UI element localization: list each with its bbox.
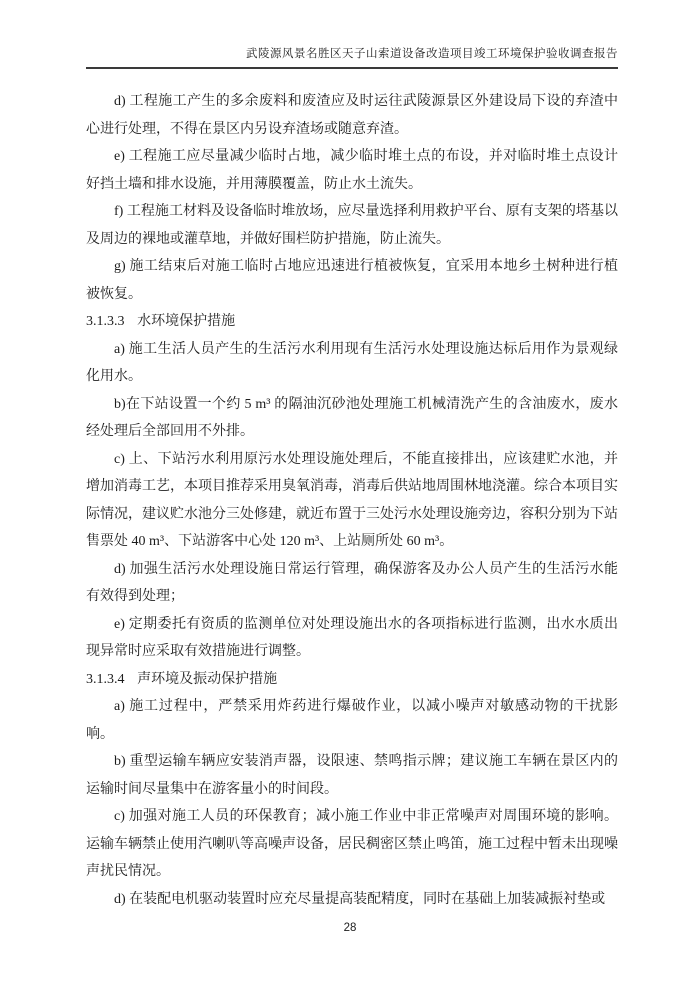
paragraph-d-motor-assembly: d) 在装配电机驱动装置时应充尽量提高装配精度，同时在基础上加装减振衬垫或 (114, 891, 606, 907)
section-number: 3.1.3.4 (86, 671, 125, 687)
page-number: 28 (343, 922, 357, 934)
paragraph-a-sewage: a) 施工生活人员产生的生活污水利用现有生活污水处理设施达标后用作为景观绿化用水。 (86, 341, 618, 384)
section-title: 水环境保护措施 (137, 314, 236, 329)
paragraph-g-vegetation: g) 施工结束后对施工临时占地应迅速进行植被恢复，宜采用本地乡土树种进行植被恢复。 (86, 259, 618, 302)
paragraph-a-blasting: a) 施工过程中，严禁采用炸药进行爆破作业，以减小噪声对敏感动物的干扰影响。 (86, 699, 618, 742)
document-body (86, 88, 618, 913)
paragraph-d-operation: d) 加强生活污水处理设施日常运行管理，确保游客及办公人员产生的生活污水能有效得到处理； (86, 561, 618, 604)
paragraph-b-vehicles: b) 重型运输车辆应安装消声器，设限速、禁鸣指示牌；建议施工车辆在景区内的运输时间尽量集中在游客量小的时间段。 (86, 754, 618, 797)
section-title: 声环境及振动保护措施 (137, 671, 278, 687)
section-number: 3.1.3.3 (86, 314, 125, 329)
running-header: 武陵源风景名胜区天子山索道设备改造项目竣工环境保护验收调查报告 (86, 48, 618, 69)
paragraph-b-oil-separator: b)在下站设置一个约 5 m³ 的隔油沉砂池处理施工机械清洗产生的含油废水，废水经处理后全部回用不外排。 (86, 396, 618, 439)
section-heading-noise-env (86, 666, 618, 694)
paragraph-c-education: c) 加强对施工人员的环保教育；减小施工作业中非正常噪声对周围环境的影响。运输车辆禁止使用汽喇叭等高噪声设备，居民稠密区禁止鸣笛，施工过程中暂未出现噪声扰民情况。 (86, 809, 618, 879)
paragraph-e-temp-land: e) 工程施工应尽量减少临时占地，减少临时堆土点的布设，并对临时堆土点设计好挡土墙和排水设施，并用薄膜覆盖，防止水土流失。 (86, 149, 618, 192)
section-heading-water-env (86, 308, 618, 336)
page-footer (0, 918, 700, 936)
paragraph-d-waste: d) 工程施工产生的多余废料和废渣应及时运往武陵源景区外建设局下设的弃渣中心进行处理，不得在景区内另设弃渣场或随意弃渣。 (86, 94, 618, 137)
paragraph-e-monitoring: e) 定期委托有资质的监测单位对处理设施出水的各项指标进行监测，出水水质出现异常时应采取有效措施进行调整。 (86, 616, 618, 659)
paragraph-c-storage-pool: c) 上、下站污水利用原污水处理设施处理后，不能直接排出，应该建贮水池，并增加消毒工艺，本项目推荐采用臭氧消毒，消毒后供站地周围林地浇灌。综合本项目实际情况，建议贮水池分三处修建，就近布置于三处污水处理设施旁边，容积分别为下站售票处 40 m³、下站游客中心处 120 m³、上站厕所处 60 m³。 (86, 451, 618, 549)
paragraph-f-storage: f) 工程施工材料及设备临时堆放场，应尽量选择利用救护平台、原有支架的塔基以及周边的裸地或灌草地，并做好围栏防护措施，防止流失。 (86, 204, 618, 247)
